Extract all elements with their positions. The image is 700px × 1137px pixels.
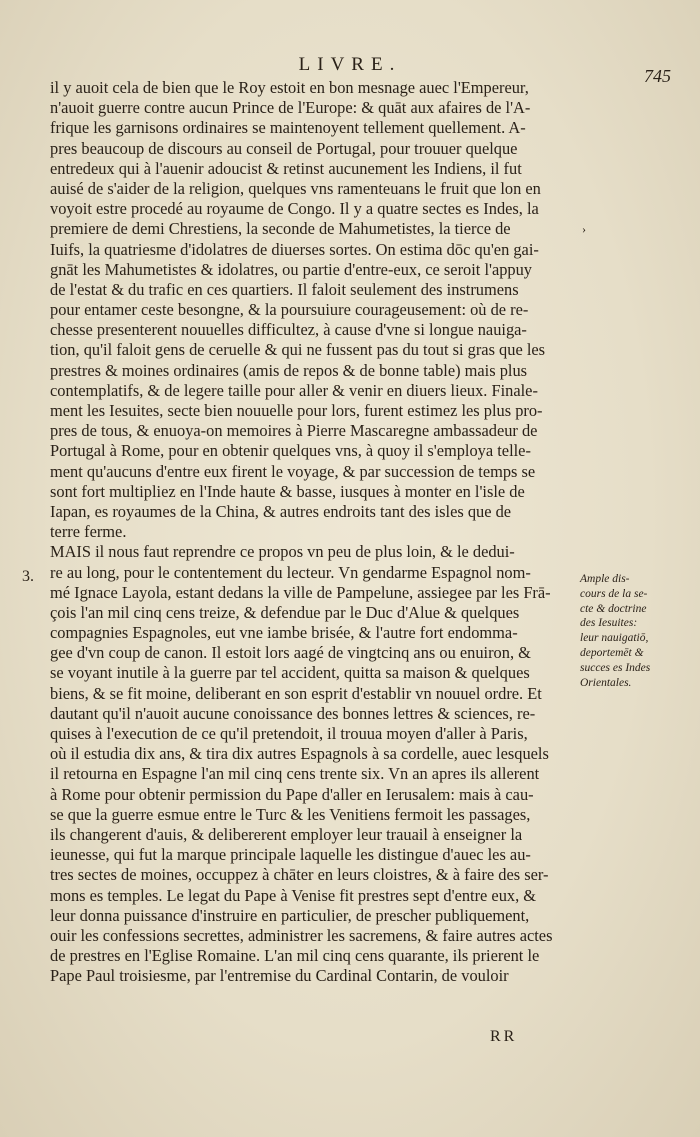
text-line: pour entamer ceste besongne, & la poursuiure courageusement: où de re- bbox=[50, 300, 529, 320]
text-line: ouir les confessions secrettes, administrer les sacremens, & faire autres actes bbox=[50, 925, 553, 945]
text-line: gee d'vn coup de canon. Il estoit lors aagé de vingtcinq ans ou enuiron, & bbox=[50, 643, 531, 663]
text-line: ieunesse, qui fut la marque principale laquelle les distingue d'auec les au- bbox=[50, 845, 531, 865]
text-line: ils changerent d'auis, & delibererent employer leur trauail à enseigner la bbox=[50, 824, 523, 844]
margin-note-line: deportemēt & bbox=[580, 646, 644, 659]
text-line: chesse presenterent nouuelles difficultez, à cause d'vne si longue nauiga- bbox=[50, 320, 527, 340]
text-line: compagnies Espagnoles, eut vne iambe brisée, & l'autre fort endomma- bbox=[50, 623, 518, 643]
text-line: leur donna puissance d'instruire en particulier, de prescher publiquement, bbox=[50, 905, 530, 925]
margin-note-line: Ample dis- bbox=[580, 573, 630, 585]
text-line: quises à l'execution de ce qu'il pretendoit, il trouua moyen d'aller à Paris, bbox=[50, 724, 528, 743]
text-line: premiere de demi Chrestiens, la seconde de Mahumetistes, la tierce de bbox=[50, 219, 511, 239]
text-line: Pape Paul troisiesme, par l'entremise du Cardinal Contarin, de vouloir bbox=[50, 966, 509, 986]
page-number: 745 bbox=[644, 66, 671, 86]
text-line: MAIS il nous faut reprendre ce propos vn peu de plus loin, & le dedui- bbox=[50, 542, 515, 562]
margin-note-line: Orientales. bbox=[580, 676, 632, 689]
margin-note-line: cte & doctrine bbox=[580, 602, 647, 615]
text-line: auisé de s'aider de la religion, quelques vns ramenteuans le fruit que lon en bbox=[50, 178, 541, 198]
text-line: de l'estat & du trafic en ces quartiers. Il faloit seulement des instrumens bbox=[50, 279, 519, 299]
text-line: ment qu'aucuns d'entre eux firent le voyage, & par succession de temps se bbox=[50, 461, 536, 481]
text-line: à Rome pour obtenir permission du Pape d'aller en Ierusalem: mais à cau- bbox=[50, 784, 534, 804]
text-line: il y auoit cela de bien que le Roy estoit en bon mesnage auec l'Empereur, bbox=[50, 78, 529, 97]
text-line: re au long, pour le contentement du lecteur. Vn gendarme Espagnol nom- bbox=[50, 562, 531, 582]
body-text bbox=[50, 78, 578, 986]
text-line: frique les garnisons ordinaires se maintenoyent tellement quellement. A- bbox=[50, 118, 526, 138]
stray-mark: › bbox=[582, 222, 586, 236]
text-line: Iapan, es royaumes de la China, & autres endroits tant des isles que de bbox=[50, 501, 512, 521]
running-head: LIVRE. bbox=[298, 54, 402, 75]
margin-note-line: cours de la se- bbox=[580, 587, 648, 600]
section-number: 3. bbox=[22, 568, 34, 585]
text-line: se que la guerre esmue entre le Turc & les Venitiens fermoit les passages, bbox=[50, 804, 531, 824]
text-line: pres beaucoup de discours au conseil de Portugal, pour trouuer quelque bbox=[50, 138, 518, 158]
catchword: RR bbox=[490, 1028, 518, 1045]
margin-note-line: des Iesuites: bbox=[580, 617, 638, 630]
margin-note bbox=[580, 572, 692, 690]
text-line: ment les Iesuites, secte bien nouuelle pour lors, furent estimez les plus pro- bbox=[50, 401, 543, 420]
text-line: dautant qu'il n'auoit aucune conoissance des bonnes lettres & sciences, re- bbox=[50, 703, 536, 723]
text-line: pres de tous, & enuoya-on memoires à Pierre Mascaregne ambassadeur de bbox=[50, 421, 538, 441]
text-line: de prestres en l'Eglise Romaine. L'an mil cinq cens quarante, ils prierent le bbox=[50, 946, 540, 966]
text-line: il retourna en Espagne l'an mil cinq cens trente six. Vn an apres ils allerent bbox=[50, 764, 540, 784]
text-line: mé Ignace Layola, estant dedans la ville de Pampelune, assiegee par les Frā- bbox=[50, 582, 551, 602]
text-line: prestres & moines ordinaires (amis de repos & de bonne table) mais plus bbox=[50, 360, 528, 380]
text-line: gnāt les Mahumetistes & idolatres, ou partie d'entre-eux, ce seroit l'appuy bbox=[50, 259, 533, 279]
text-line: contemplatifs, & de legere taille pour aller & venir en diuers lieux. Finale- bbox=[50, 380, 538, 400]
text-line: Iuifs, la quatriesme d'idolatres de diuerses sortes. On estima dōc qu'en gai- bbox=[50, 239, 539, 259]
text-line: entredeux qui à l'auenir adoucist & retinst aucunement les Indiens, il fut bbox=[50, 158, 522, 178]
text-line: mons es temples. Le legat du Pape à Venise fit prestres sept d'entre eux, & bbox=[50, 885, 537, 905]
margin-note-line: leur nauigatiō, bbox=[580, 632, 649, 645]
text-line: terre ferme. bbox=[50, 522, 127, 542]
margin-note-line: succes es Indes bbox=[580, 661, 651, 674]
text-line: tion, qu'il faloit gens de ceruelle & qui ne fussent pas du tout si gras que les bbox=[50, 340, 546, 360]
text-line: voyoit estre procedé au royaume de Congo. Il y a quatre sectes es Indes, la bbox=[50, 199, 539, 219]
text-line: Portugal à Rome, pour en obtenir quelques vns, à quoy il s'employa telle- bbox=[50, 441, 531, 461]
text-line: biens, & se fit moine, deliberant en son esprit d'establir vn nouuel ordre. Et bbox=[50, 683, 542, 703]
text-line: n'auoit guerre contre aucun Prince de l'Europe: & quāt aux afaires de l'A- bbox=[50, 98, 531, 118]
text-line: où il estudia dix ans, & tira dix autres Espagnols à sa cordelle, auec lesquels bbox=[50, 744, 549, 764]
text-line: çois l'an mil cinq cens treize, & defendue par le Duc d'Alue & quelques bbox=[50, 602, 520, 622]
text-line: sont fort multipliez en l'Inde haute & basse, iusques à monter en l'isle de bbox=[50, 481, 525, 501]
text-line: tres sectes de moines, occuppez à chāter en leurs cloistres, & à faire des ser- bbox=[50, 865, 549, 885]
text-line: se voyant inutile à la guerre par tel accident, quitta sa maison & quelques bbox=[50, 663, 530, 683]
